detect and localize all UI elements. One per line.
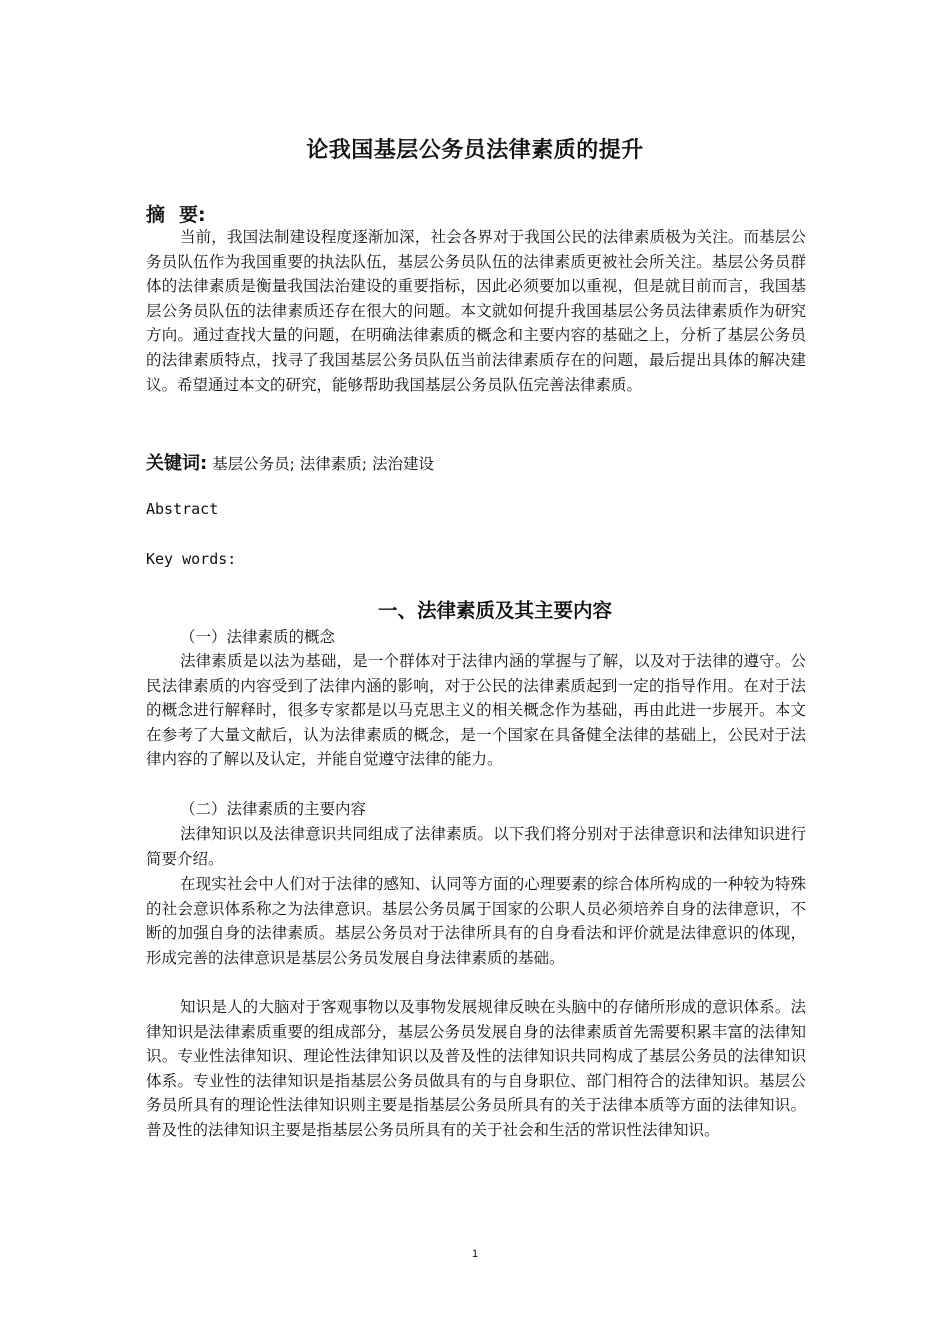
body-paragraph: 知识是人的大脑对于客观事物以及事物发展规律反映在头脑中的存储所形成的意识体系。法律知识是法律素质重要的组成部分，基层公务员发展自身的法律素质首先需要积累丰富的法律知识。专业性法律知识、理论性法律知识以及普及性的法律知识共同构成了基层公务员的法律知识体系。专业性的法律知识是指基层公务员做具有的与自身职位、部门相符合的法律知识。基层公务员所具有的理论性法律知识则主要是指基层公务员所具有的关于法律本质等方面的法律知识。普及性的法律知识主要是指基层公务员所具有的关于社会和生活的常识性法律知识。: [146, 998, 806, 1139]
body-paragraph: 法律素质是以法为基础，是一个群体对于法律内涵的掌握与了解，以及对于法律的遵守。公民法律素质的内容受到了法律内涵的影响，对于公民的法律素质起到一定的指导作用。在对于法的概念进行解释时，很多专家都是以马克思主义的相关概念作为基础，再由此进一步展开。本文在参考了大量文献后，认为法律素质的概念，是一个国家在具备健全法律的基础上，公民对于法律内容的了解以及认定，并能自觉遵守法律的能力。: [146, 652, 806, 769]
keywords-line: [146, 449, 806, 475]
section-heading: 一、法律素质及其主要内容: [377, 599, 612, 622]
abstract-label-char: 要:: [179, 204, 206, 226]
keywords-en-label: Key words:: [146, 550, 237, 568]
body-paragraph: 在现实社会中人们对于法律的感知、认同等方面的心理要素的综合体所构成的一种较为特殊的社会意识体系称之为法律意识。基层公务员属于国家的公职人员必须培养自身的法律意识，不断的加强自身的法律素质。基层公务员对于法律所具有的自身看法和评价就是法律意识的体现，形成完善的法律意识是基层公务员发展自身法律素质的基础。: [146, 875, 806, 967]
abstract-paragraph: 当前，我国法制建设程度逐渐加深，社会各界对于我国公民的法律素质极为关注。而基层公务员队伍作为我国重要的执法队伍，基层公务员队伍的法律素质更被社会所关注。基层公务员群体的法律素质是衡量我国法治建设的重要指标，因此必须要加以重视，但是就目前而言，我国基层公务员队伍的法律素质还存在很大的问题。本文就如何提升我国基层公务员法律素质作为研究方向。通过查找大量的问题，在明确法律素质的概念和主要内容的基础之上，分析了基层公务员的法律素质特点，找寻了我国基层公务员队伍当前法律素质存在的问题，最后提出具体的解决建议。希望通过本文的研究，能够帮助我国基层公务员队伍完善法律素质。: [146, 228, 806, 394]
abstract-label: [146, 200, 206, 227]
keywords-text: 基层公务员; 法律素质; 法治建设: [212, 455, 434, 473]
subsection-heading: （二）法律素质的主要内容: [180, 800, 367, 818]
abstract-en-label: Abstract: [146, 500, 219, 518]
abstract-label-char: 摘: [146, 204, 166, 226]
page-number: 1: [471, 1248, 479, 1260]
body-paragraph: 法律知识以及法律意识共同组成了法律素质。以下我们将分别对于法律意识和法律知识进行简要介绍。: [146, 825, 806, 868]
subsection-heading: （一）法律素质的概念: [180, 628, 336, 646]
keywords-label: 关键词:: [146, 453, 208, 474]
document-title: 论我国基层公务员法律素质的提升: [306, 138, 644, 163]
